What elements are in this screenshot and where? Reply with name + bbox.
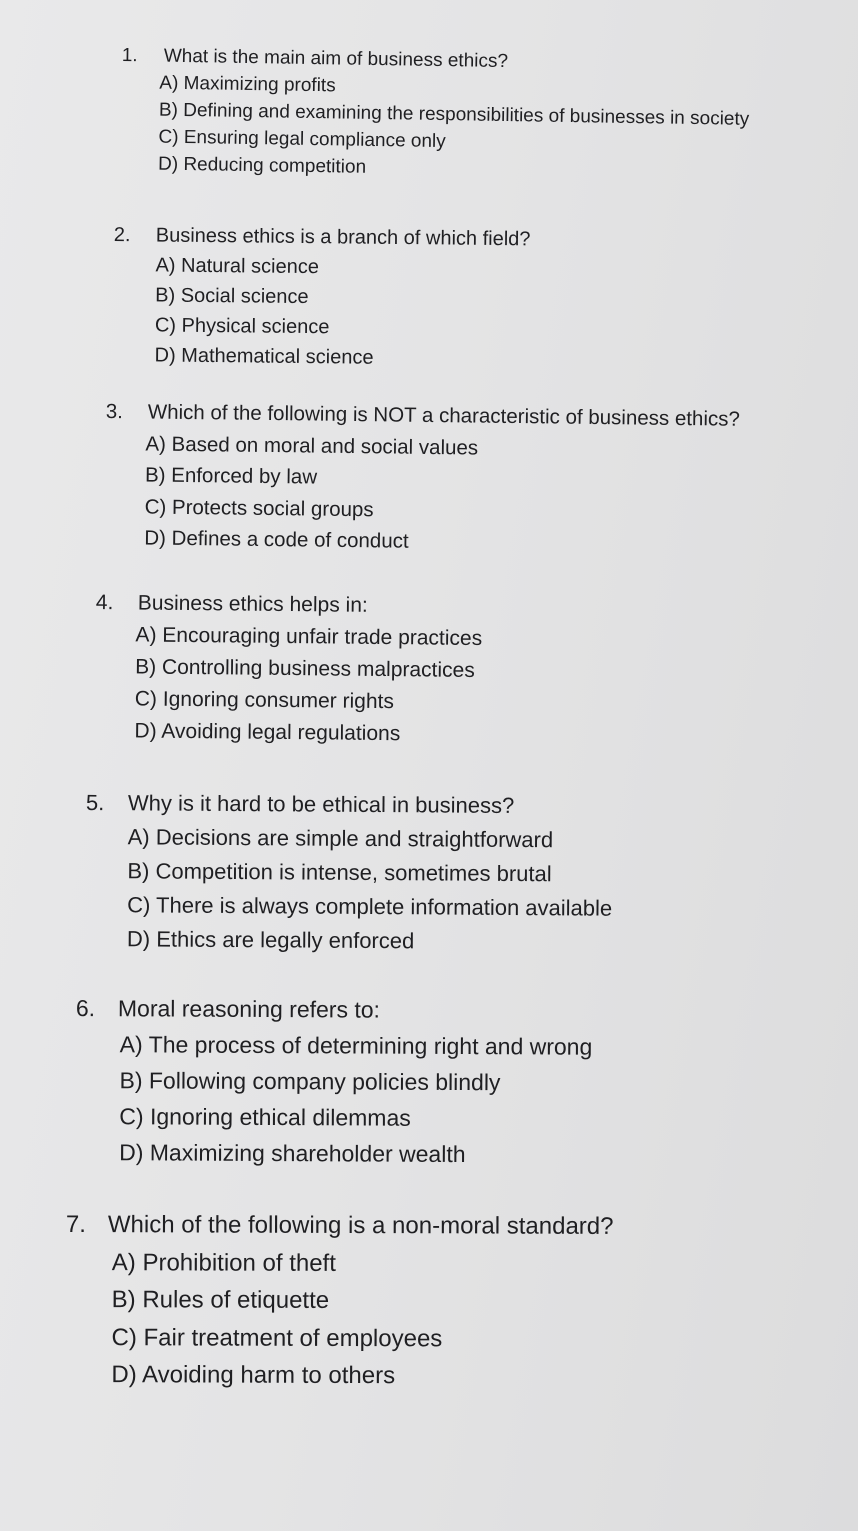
question-1-number: 1. [121, 44, 138, 67]
question-7-option-a: A) Prohibition of theft [111, 1248, 336, 1277]
question-1-option-a: A) Maximizing profits [159, 72, 336, 97]
question-1-option-c: C) Ensuring legal compliance only [158, 126, 446, 153]
question-6-option-a: A) The process of determining right and wrong [119, 1031, 593, 1060]
question-2-option-b: B) Social science [155, 284, 309, 309]
question-1-options [158, 70, 750, 187]
question-7 [65, 1206, 613, 1395]
question-4-option-b: B) Controlling business malpractices [135, 655, 475, 682]
question-7-option-d: D) Avoiding harm to others [111, 1361, 396, 1390]
question-2-text: Business ethics is a branch of which field? [155, 224, 531, 251]
question-6-text: Moral reasoning refers to: [117, 995, 381, 1023]
question-3-options [144, 428, 740, 561]
question-4-options [134, 619, 482, 751]
question-7-text: Which of the following is a non-moral standard? [107, 1211, 614, 1240]
question-4-number: 4. [95, 590, 114, 615]
question-7-number: 7. [65, 1211, 86, 1239]
question-1 [120, 42, 750, 187]
question-2-prompt [114, 220, 531, 254]
question-3-option-c: C) Protects social groups [144, 494, 374, 521]
question-5-option-c: C) There is always complete information available [127, 892, 613, 921]
question-1-option-b: B) Defining and examining the responsibilities of businesses in society [158, 99, 750, 130]
question-3 [104, 396, 740, 561]
question-2 [112, 220, 530, 374]
question-2-options [154, 250, 530, 374]
question-4 [94, 587, 482, 751]
question-4-option-d: D) Avoiding legal regulations [134, 719, 401, 746]
question-5-text: Why is it hard to be ethical in business? [127, 790, 515, 818]
question-1-option-d: D) Reducing competition [157, 153, 367, 178]
question-5-option-b: B) Competition is intense, sometimes brutal [127, 858, 552, 887]
question-1-text: What is the main aim of business ethics? [163, 45, 509, 73]
question-3-option-b: B) Enforced by law [144, 463, 318, 489]
question-5-option-a: A) Decisions are simple and straightforward [127, 824, 554, 853]
question-4-text: Business ethics helps in: [137, 591, 368, 617]
question-4-option-c: C) Ignoring consumer rights [134, 687, 395, 714]
question-3-option-d: D) Defines a code of conduct [144, 526, 409, 553]
question-5-options [127, 820, 613, 959]
question-3-option-a: A) Based on moral and social values [145, 431, 479, 460]
question-7-option-b: B) Rules of etiquette [111, 1286, 330, 1314]
question-5-number: 5. [85, 789, 105, 816]
question-4-option-a: A) Encouraging unfair trade practices [135, 623, 483, 651]
question-6-option-c: C) Ignoring ethical dilemmas [119, 1103, 411, 1131]
question-4-prompt [96, 587, 483, 623]
question-2-option-d: D) Mathematical science [154, 344, 374, 369]
question-6-options [119, 1026, 592, 1172]
question-2-option-a: A) Natural science [155, 254, 320, 279]
question-5 [85, 786, 613, 960]
question-6-option-b: B) Following company policies blindly [119, 1067, 501, 1096]
question-6-prompt [76, 990, 593, 1029]
question-2-option-c: C) Physical science [154, 314, 330, 339]
question-3-text: Which of the following is NOT a characteristic of business ethics? [147, 400, 741, 431]
question-7-prompt [66, 1206, 614, 1245]
question-5-prompt [86, 786, 613, 824]
question-7-option-c: C) Fair treatment of employees [111, 1323, 443, 1352]
question-6 [75, 990, 593, 1173]
question-5-option-d: D) Ethics are legally enforced [126, 926, 415, 954]
question-2-number: 2. [113, 223, 131, 247]
question-6-number: 6. [75, 994, 96, 1022]
question-3-number: 3. [105, 399, 124, 424]
question-6-option-d: D) Maximizing shareholder wealth [119, 1139, 466, 1168]
question-7-options [111, 1244, 613, 1396]
